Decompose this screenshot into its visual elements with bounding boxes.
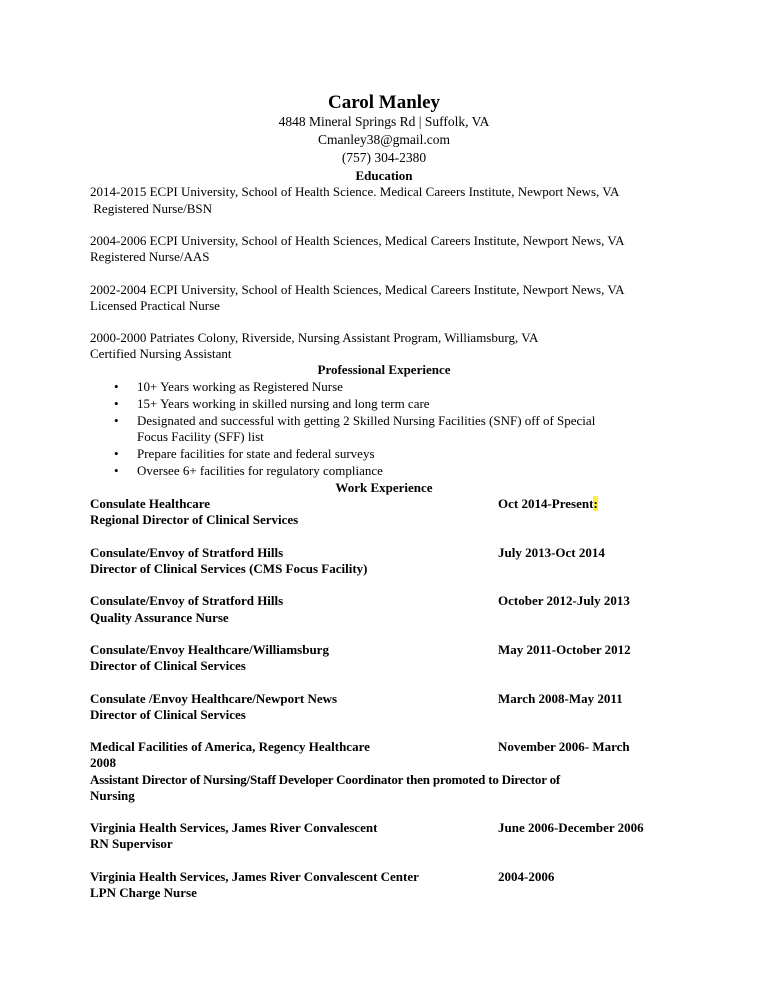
- job-title: LPN Charge Nurse: [90, 885, 197, 900]
- professional-bullet-list: [114, 379, 595, 480]
- professional-heading: Professional Experience: [317, 362, 451, 377]
- job-dates-wrap: 2008: [90, 755, 116, 770]
- list-item-continuation: Focus Facility (SFF) list: [137, 429, 264, 445]
- education-entry-degree: Licensed Practical Nurse: [90, 298, 220, 313]
- job-dates: June 2006-December 2006: [498, 820, 644, 835]
- job-dates: July 2013-Oct 2014: [498, 545, 605, 560]
- education-heading: Education: [355, 168, 413, 183]
- education-entry-line: 2000-2000 Patriates Colony, Riverside, Nursing Assistant Program, Williamsburg, VA: [90, 330, 539, 345]
- education-entry-degree: Certified Nursing Assistant: [90, 346, 232, 361]
- job-dates: October 2012-July 2013: [498, 593, 630, 608]
- work-heading: Work Experience: [335, 480, 433, 495]
- bullet-icon: •: [114, 412, 119, 428]
- list-item: • 10+ Years working as Registered Nurse: [114, 379, 343, 394]
- list-item: • Prepare facilities for state and federal surveys: [114, 446, 375, 462]
- list-item: • 15+ Years working in skilled nursing and long term care: [114, 395, 430, 411]
- email: Cmanley38@gmail.com: [317, 132, 451, 147]
- education-entry-line: 2014-2015 ECPI University, School of Health Science. Medical Careers Institute, Newport News, VA: [90, 184, 620, 199]
- employer: Consulate/Envoy Healthcare/Williamsburg: [90, 642, 329, 657]
- phone: (757) 304-2380: [341, 150, 427, 165]
- employer: Medical Facilities of America, Regency Healthcare: [90, 739, 370, 754]
- education-entry-degree: Registered Nurse/AAS: [90, 249, 210, 264]
- employer: Consulate/Envoy of Stratford Hills: [90, 593, 284, 608]
- candidate-name: Carol Manley: [327, 92, 441, 113]
- employer: Virginia Health Services, James River Convalescent: [90, 820, 378, 835]
- job-title: Director of Clinical Services: [90, 658, 246, 673]
- list-item: • Oversee 6+ facilities for regulatory compliance: [114, 462, 383, 478]
- education-entry-line: 2002-2004 ECPI University, School of Health Sciences, Medical Careers Institute, Newport News, VA: [90, 282, 625, 297]
- job-title: Director of Clinical Services: [90, 707, 246, 722]
- job-dates: Oct 2014-Present:: [498, 496, 598, 511]
- highlight-mark: :: [593, 496, 598, 511]
- job-title-wrap: Nursing: [90, 788, 135, 803]
- job-dates: March 2008-May 2011: [498, 691, 623, 706]
- job-title: Director of Clinical Services (CMS Focus Facility): [90, 561, 368, 576]
- employer: Virginia Health Services, James River Convalescent Center: [90, 869, 419, 884]
- job-title: Quality Assurance Nurse: [90, 610, 229, 625]
- job-dates: 2004-2006: [498, 869, 555, 884]
- list-item: • Designated and successful with getting 2 Skilled Nursing Facilities (SNF) off of Special: [114, 412, 596, 428]
- employer: Consulate /Envoy Healthcare/Newport News: [90, 691, 338, 706]
- address: 4848 Mineral Springs Rd | Suffolk, VA: [278, 114, 490, 129]
- employer: Consulate Healthcare: [90, 496, 210, 511]
- employer: Consulate/Envoy of Stratford Hills: [90, 545, 284, 560]
- job-dates: November 2006- March: [498, 739, 630, 754]
- job-title: Assistant Director of Nursing/Staff Developer Coordinator then promoted to Director of: [90, 772, 561, 787]
- bullet-icon: •: [114, 446, 119, 462]
- education-entry-degree: Registered Nurse/BSN: [90, 201, 213, 216]
- education-entry-line: 2004-2006 ECPI University, School of Health Sciences, Medical Careers Institute, Newport News, VA: [90, 233, 625, 248]
- job-title: RN Supervisor: [90, 836, 173, 851]
- job-dates: May 2011-October 2012: [498, 642, 631, 657]
- job-title: Regional Director of Clinical Services: [90, 512, 299, 527]
- bullet-icon: •: [114, 462, 119, 478]
- bullet-icon: •: [114, 379, 119, 394]
- bullet-icon: •: [114, 395, 119, 411]
